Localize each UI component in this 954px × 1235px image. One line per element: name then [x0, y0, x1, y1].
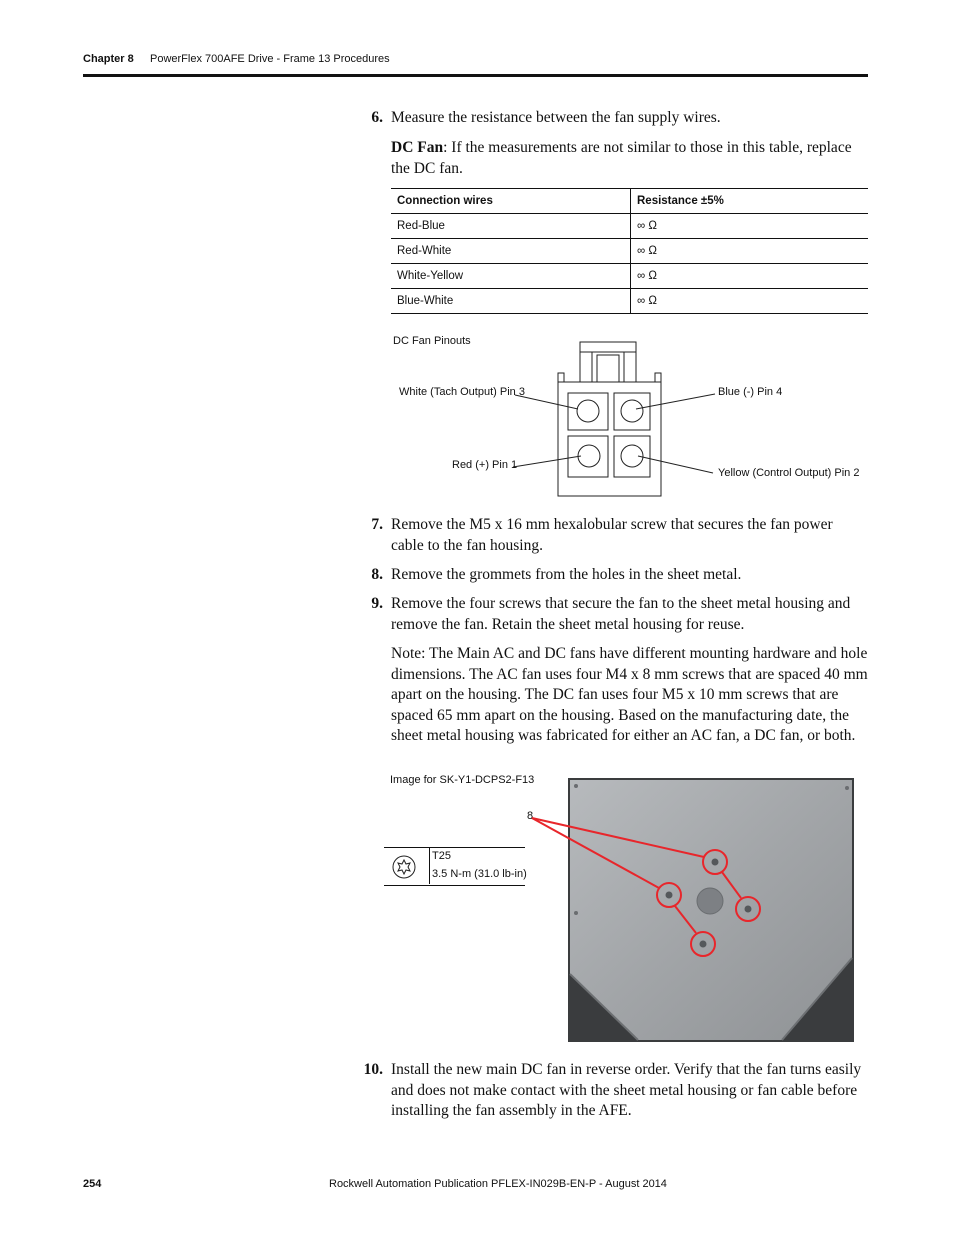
table-row	[391, 214, 868, 239]
step-6-number: 6.	[371, 109, 383, 126]
step-8-number: 8.	[371, 566, 383, 583]
table-cell-wires: Blue-White	[391, 289, 631, 314]
screw	[745, 906, 752, 913]
pin-2-label: Yellow (Control Output) Pin 2	[718, 467, 860, 479]
pin-3-label: White (Tach Output) Pin 3	[399, 386, 525, 398]
table-header-connection: Connection wires	[391, 189, 631, 214]
step-10-text: Install the new main DC fan in reverse order. Verify that the fan turns easily and does not make contact with the sheet metal housing or fan cable before installing the fan assembly in the AFE.	[391, 1061, 862, 1119]
table-cell-wires: Red-White	[391, 239, 631, 264]
pin-4-leader	[636, 394, 715, 409]
screw	[712, 859, 719, 866]
pin-1-cell	[568, 436, 608, 477]
pin-1-leader	[513, 456, 581, 467]
mounting-note: Note: The Main AC and DC fans have different mounting hardware and hole dimensions. The AC fan uses four M4 x 8 mm screws that are spaced 40 mm apart on the housing. The DC fan uses four M5 x 10 mm screws that are spaced 65 mm apart on the housing. Based on the manufacturing date, the sheet metal housing was fabricated for either an AC fan, a DC fan, or both.	[391, 645, 868, 744]
grommet-hole	[697, 888, 723, 914]
dc-fan-label: DC Fan	[391, 139, 444, 156]
tool-divider	[429, 847, 430, 884]
step-6-text: Measure the resistance between the fan supply wires.	[391, 109, 721, 126]
pin-3-cell	[568, 393, 608, 430]
step-10-number: 10.	[363, 1061, 383, 1078]
pin-1-hole	[578, 445, 600, 467]
table-cell-resistance: ∞ Ω	[631, 289, 869, 314]
step-8-text: Remove the grommets from the holes in the sheet metal.	[391, 566, 742, 583]
pin-4-label: Blue (-) Pin 4	[718, 386, 783, 398]
page-number: 254	[83, 1178, 102, 1190]
torque-label: 3.5 N-m (31.0 lb-in)	[432, 868, 527, 880]
table-cell-resistance: ∞ Ω	[631, 214, 869, 239]
step-7-number: 7.	[371, 516, 383, 533]
pin-3-hole	[577, 400, 599, 422]
table-header-row	[391, 189, 868, 214]
chapter-title: PowerFlex 700AFE Drive - Frame 13 Procedures	[150, 53, 390, 65]
step-9-text: Remove the four screws that secure the fan to the sheet metal housing and remove the fan. Retain the sheet metal housing for reuse.	[391, 595, 851, 633]
table-row	[391, 239, 868, 264]
pin-1-label: Red (+) Pin 1	[452, 459, 518, 471]
table-cell-wires: White-Yellow	[391, 264, 631, 289]
dc-fan-paragraph	[391, 138, 869, 179]
tool-bit-label: T25	[432, 850, 451, 862]
torx-bit-icon	[386, 852, 426, 882]
fan-connector-diagram	[380, 335, 860, 505]
connector-body	[558, 382, 661, 496]
publication-info: Rockwell Automation Publication PFLEX-IN029B-EN-P - August 2014	[329, 1178, 667, 1190]
chapter-label: Chapter 8	[83, 53, 134, 65]
header-rule	[83, 74, 868, 77]
step-7-text: Remove the M5 x 16 mm hexalobular screw that secures the fan power cable to the fan housing.	[391, 516, 833, 554]
resistance-table	[391, 188, 868, 314]
pin-4-cell	[614, 393, 650, 430]
table-header-resistance: Resistance ±5%	[631, 189, 869, 214]
pin-2-leader	[638, 456, 713, 473]
callout-number: 8	[527, 810, 534, 822]
fan-housing-photo	[520, 778, 860, 1044]
table-cell-resistance: ∞ Ω	[631, 239, 869, 264]
table-row	[391, 264, 868, 289]
pin-2-cell	[614, 436, 650, 477]
dc-fan-text: : If the measurements are not similar to those in this table, replace the DC fan.	[391, 139, 852, 177]
screw	[666, 892, 673, 899]
step-9-number: 9.	[371, 595, 383, 612]
table-cell-wires: Red-Blue	[391, 214, 631, 239]
table-row	[391, 289, 868, 314]
table-cell-resistance: ∞ Ω	[631, 264, 869, 289]
connector-latch	[580, 342, 636, 382]
pin-4-hole	[621, 400, 643, 422]
image-caption: Image for SK-Y1-DCPS2-F13	[390, 774, 535, 786]
pinout-caption: DC Fan Pinouts	[393, 335, 471, 347]
screw	[700, 941, 707, 948]
